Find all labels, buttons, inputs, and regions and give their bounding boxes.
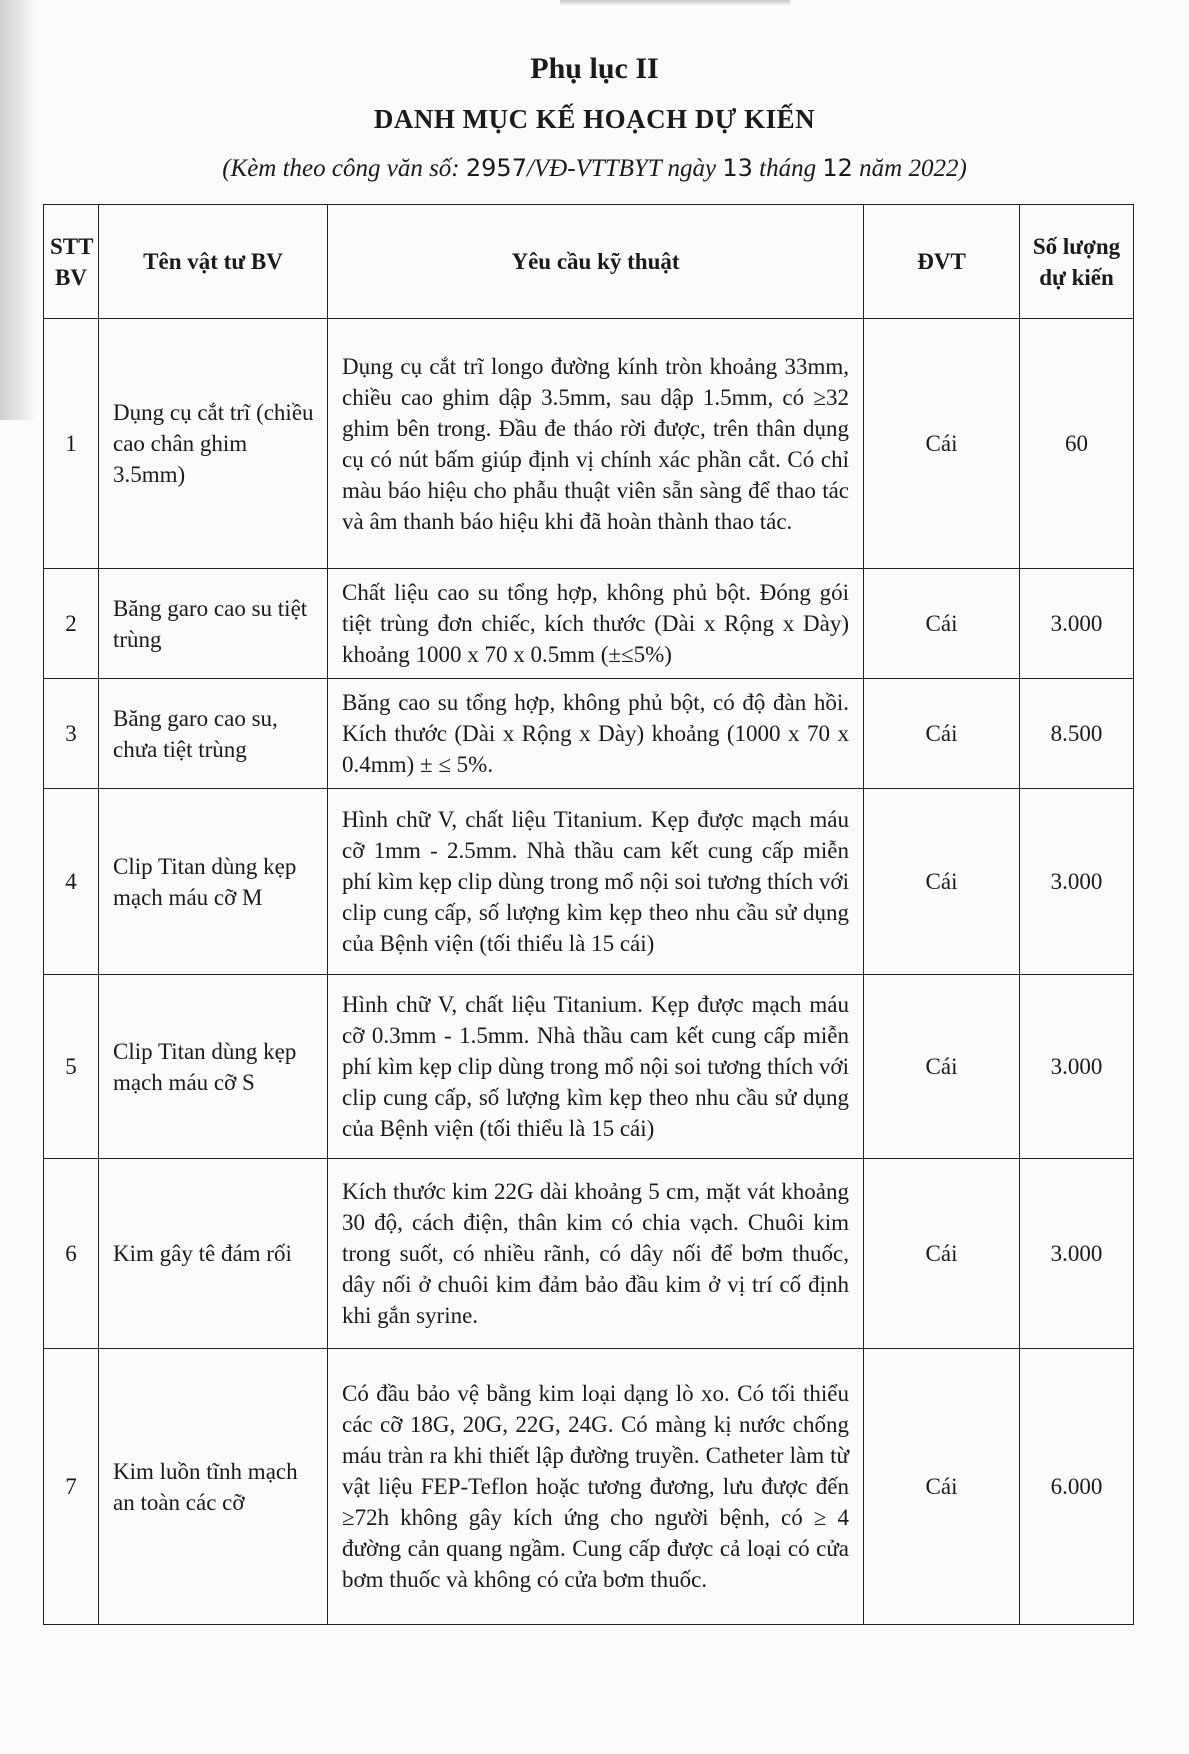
row-unit: Cái	[864, 1159, 1020, 1349]
subtitle-mid-2: tháng	[752, 155, 823, 182]
row-unit: Cái	[864, 569, 1020, 679]
row-spec: Hình chữ V, chất liệu Titanium. Kẹp được mạch máu cỡ 1mm - 2.5mm. Nhà thầu cam kết cung cấp miễn phí kìm kẹp clip dùng trong mổ nội soi tương thích với clip cung cấp, số lượng kìm kẹp theo nhu cầu sử dụng của Bệnh viện (tối thiểu là 15 cái)	[328, 789, 864, 975]
table-row	[44, 569, 1134, 679]
row-spec: Hình chữ V, chất liệu Titanium. Kẹp được mạch máu cỡ 0.3mm - 1.5mm. Nhà thầu cam kết cung cấp miễn phí kìm kẹp clip dùng trong mổ nội soi tương thích với clip cung cấp, số lượng kìm kẹp theo nhu cầu sử dụng của Bệnh viện (tối thiểu là 15 cái)	[328, 975, 864, 1159]
table-row	[44, 789, 1134, 975]
row-spec: Có đầu bảo vệ bằng kim loại dạng lò xo. Có tối thiểu các cỡ 18G, 20G, 22G, 24G. Có màng kị nước chống máu tràn ra khi thiết lập đường truyền. Catheter làm từ vật liệu FEP-Teflon hoặc tương đương, lưu được đến ≥72h không gây kích ứng cho người bệnh, có ≥ 4 đường cản quang ngầm. Cung cấp được cả loại có cửa bơm thuốc và không có cửa bơm thuốc.	[328, 1349, 864, 1625]
row-unit: Cái	[864, 319, 1020, 569]
header-spec: Yêu cầu kỹ thuật	[328, 205, 864, 319]
table-row	[44, 1349, 1134, 1625]
row-name: Clip Titan dùng kẹp mạch máu cỡ M	[99, 789, 328, 975]
row-qty: 3.000	[1020, 569, 1134, 679]
table-header-row	[44, 205, 1134, 319]
row-spec: Chất liệu cao su tổng hợp, không phủ bột. Đóng gói tiệt trùng đơn chiếc, kích thước (Dài x Rộng x Dày) khoảng 1000 x 70 x 0.5mm (±≤5%)	[328, 569, 864, 679]
table-row	[44, 319, 1134, 569]
row-stt: 4	[44, 789, 99, 975]
header-qty: Số lượng dự kiến	[1020, 205, 1134, 319]
doc-day: 13	[722, 154, 753, 182]
row-name: Clip Titan dùng kẹp mạch máu cỡ S	[99, 975, 328, 1159]
row-name: Kim gây tê đám rối	[99, 1159, 328, 1349]
row-qty: 3.000	[1020, 1159, 1134, 1349]
row-name: Kim luồn tĩnh mạch an toàn các cỡ	[99, 1349, 328, 1625]
scan-edge-shadow	[560, 0, 790, 6]
row-qty: 6.000	[1020, 1349, 1134, 1625]
row-qty: 3.000	[1020, 975, 1134, 1159]
document-title: DANH MỤC KẾ HOẠCH DỰ KIẾN	[373, 104, 816, 134]
row-qty: 60	[1020, 319, 1134, 569]
row-qty: 3.000	[1020, 789, 1134, 975]
table-row	[44, 975, 1134, 1159]
header-stt: STT BV	[44, 205, 99, 319]
subtitle-mid-1: /VĐ-VTTBYT ngày	[526, 155, 723, 182]
row-qty: 8.500	[1020, 679, 1134, 789]
row-unit: Cái	[864, 1349, 1020, 1625]
subtitle-prefix: (Kèm theo công văn số:	[222, 155, 466, 182]
row-stt: 5	[44, 975, 99, 1159]
table-row	[44, 1159, 1134, 1349]
row-stt: 3	[44, 679, 99, 789]
header-unit: ĐVT	[864, 205, 1020, 319]
row-spec: Băng cao su tổng hợp, không phủ bột, có độ đàn hồi. Kích thước (Dài x Rộng x Dày) khoảng (1000 x 70 x 0.4mm) ± ≤ 5%.	[328, 679, 864, 789]
doc-number: 2957	[465, 154, 527, 182]
row-spec: Dụng cụ cắt trĩ longo đường kính tròn khoảng 33mm, chiều cao ghim dập 3.5mm, sau dập 1.5mm, có ≥32 ghim bên trong. Đầu đe tháo rời được, trên thân dụng cụ có nút bấm giúp định vị chính xác phần cắt. Có chỉ màu báo hiệu cho phẫu thuật viên sẵn sàng để thao tác và âm thanh báo hiệu khi đã hoàn thành thao tác.	[328, 319, 864, 569]
row-unit: Cái	[864, 789, 1020, 975]
row-stt: 2	[44, 569, 99, 679]
row-spec: Kích thước kim 22G dài khoảng 5 cm, mặt vát khoảng 30 độ, cách điện, thân kim có chia vạch. Chuôi kim trong suốt, có nhiều rãnh, có dây nối để bơm thuốc, dây nối ở chuôi kim đảm bảo đầu kim ở vị trí cố định khi gắn syrine.	[328, 1159, 864, 1349]
row-stt: 7	[44, 1349, 99, 1625]
doc-month: 12	[822, 154, 853, 182]
row-stt: 1	[44, 319, 99, 569]
row-unit: Cái	[864, 975, 1020, 1159]
plan-table	[43, 204, 1134, 1625]
document-subtitle	[0, 154, 1189, 183]
row-name: Băng garo cao su, chưa tiệt trùng	[99, 679, 328, 789]
subtitle-suffix: năm 2022)	[852, 155, 967, 182]
appendix-label: Phụ lục II	[530, 52, 659, 85]
header-name: Tên vật tư BV	[99, 205, 328, 319]
row-unit: Cái	[864, 679, 1020, 789]
row-name: Dụng cụ cắt trĩ (chiều cao chân ghim 3.5mm)	[99, 319, 328, 569]
row-stt: 6	[44, 1159, 99, 1349]
row-name: Băng garo cao su tiệt trùng	[99, 569, 328, 679]
table-row	[44, 679, 1134, 789]
